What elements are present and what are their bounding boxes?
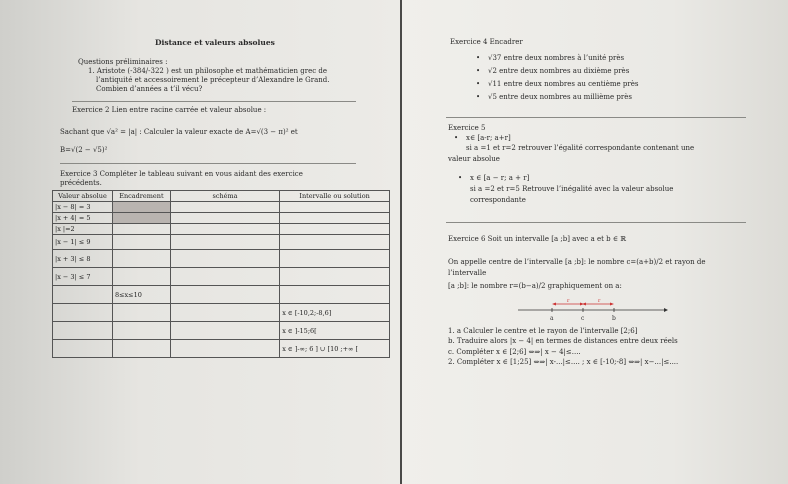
cell-schema [170,322,279,340]
radius-arrowhead-right [610,303,614,306]
cell-valeur [53,340,113,358]
cell-encadrement [112,224,170,235]
ex2-line-2: B=√(2 − √5)² [60,146,108,154]
cell-valeur: |x + 3| ≤ 8 [53,250,113,268]
cell-intervalle: x ∈ ]-15;6[ [280,322,390,340]
cell-valeur [53,304,113,322]
cell-valeur: |x − 1| ≤ 9 [53,235,113,250]
cell-schema [170,235,279,250]
table-row [53,213,390,224]
table-row [53,286,390,304]
prelim-heading: Questions préliminaires : [78,58,168,66]
ex4-heading: Exercice 4 Encadrer [450,38,523,46]
cell-intervalle: x ∈ ]-∞; 6 ] ∪ [10 ;+∞ [ [280,340,390,358]
cell-encadrement [112,322,170,340]
cell-valeur: |x |=2 [53,224,113,235]
cell-intervalle [280,286,390,304]
label-c: c [581,315,585,322]
cell-intervalle [280,268,390,286]
ex6-question-1c: c. Compléter x ∈ [2;6] ⇔⇒| x − 4|≤.... [448,348,581,356]
ex5-item-1: • x∈ [a-r; a+r] [466,134,511,143]
cell-encadrement [112,235,170,250]
divider [60,163,356,164]
cell-schema [170,340,279,358]
ex2-line-1: Sachant que √a² = |a| : Calculer la valeur exacte de A=√(3 − π)² et [60,128,298,136]
ex5-item-2-text-cont: correspondante [470,196,526,204]
ex5-item-1-text: si a =1 et r=2 retrouver l’égalité correspondante contenant une [466,144,695,152]
table-row [53,340,390,358]
label-r-left: r [567,298,570,304]
table-row [53,202,390,213]
col-header-schema: schéma [170,191,279,202]
cell-encadrement [112,213,170,224]
cell-intervalle [280,213,390,224]
table-row [53,250,390,268]
ex5-item-1-text-cont: valeur absolue [448,155,500,163]
ex4-item-3: • √11 entre deux nombres au centième près [488,80,638,89]
divider [72,101,356,102]
ex3-table [52,190,390,358]
ex6-definition-2: l’intervalle [448,269,487,277]
table-row [53,304,390,322]
cell-valeur: |x − 8| = 3 [53,202,113,213]
ex6-question-2: 2. Compléter x ∈ [1;25] ⇔⇒| x-...|≤.... ; x ∈ [-10;-8] ⇔⇒| x−...|≤.... [448,358,679,366]
cell-schema [170,202,279,213]
ex2-heading: Exercice 2 Lien entre racine carrée et valeur absolue : [72,106,267,114]
divider [446,222,746,223]
cell-intervalle [280,224,390,235]
ex3-heading-cont: précédents. [60,179,102,187]
cell-schema [170,224,279,235]
cell-encadrement [112,304,170,322]
divider [446,117,746,118]
ex6-heading: Exercice 6 Soit un intervalle [a ;b] avec a et b ∈ ℝ [448,235,627,243]
cell-intervalle [280,235,390,250]
ex6-question-1a: 1. a Calculer le centre et le rayon de l’intervalle [2;6] [448,327,638,335]
col-header-valeur: Valeur absolue [53,191,113,202]
ex5-item-2: • x ∈ [a − r; a + r] [470,174,529,183]
cell-valeur [53,322,113,340]
table-row [53,322,390,340]
ex4-item-1: • √37 entre deux nombres à l’unité près [488,54,624,63]
ex6-definition-3: [a ;b]: le nombre r=(b−a)/2 graphiquement on a: [448,282,622,290]
number-line-arrowhead [664,308,668,312]
ex5-item-2-text: si a =2 et r=5 Retrouve l’inégalité avec la valeur absolue [470,185,674,193]
label-r-right: r [598,298,601,304]
ex6-question-1b: b. Traduire alors |x − 4| en termes de distances entre deux réels [448,337,678,345]
cell-encadrement [112,202,170,213]
cell-valeur [53,286,113,304]
label-b: b [612,315,616,322]
cell-encadrement [112,340,170,358]
document-title: Distance et valeurs absolues [155,38,275,47]
ex5-heading: Exercice 5 [448,124,486,132]
ex4-item-4: • √5 entre deux nombres au millième près [488,93,632,102]
cell-schema [170,268,279,286]
cell-schema [170,250,279,268]
cell-intervalle [280,202,390,213]
table-row [53,268,390,286]
cell-schema [170,213,279,224]
ex3-heading: Exercice 3 Compléter le tableau suivant en vous aidant des exercice [60,170,303,178]
cell-intervalle [280,250,390,268]
number-line-diagram [518,298,668,324]
col-header-encadrement: Encadrement [112,191,170,202]
ex4-item-2: • √2 entre deux nombres au dixième près [488,67,629,76]
prelim-line-1: 1. Aristote (-384/-322 ) est un philosophe et mathématicien grec de [88,67,328,75]
cell-schema [170,304,279,322]
right-page [402,0,788,484]
label-a: a [550,315,554,322]
table-row [53,235,390,250]
radius-arrowhead-left [552,303,556,306]
prelim-line-2: l’antiquité et accessoirement le précepteur d’Alexandre le Grand. [96,76,330,84]
cell-schema [170,286,279,304]
cell-encadrement: 8≤x≤10 [112,286,170,304]
prelim-line-3: Combien d’années a t’il vécu? [96,85,203,93]
col-header-intervalle: Intervalle ou solution [280,191,390,202]
cell-encadrement [112,250,170,268]
cell-encadrement [112,268,170,286]
cell-valeur: |x − 3| ≤ 7 [53,268,113,286]
radius-arrowhead-right-start [582,303,586,306]
table-row [53,224,390,235]
cell-valeur: |x + 4| = 5 [53,213,113,224]
cell-intervalle: x ∈ [-10,2;-8,6] [280,304,390,322]
ex6-definition-1: On appelle centre de l’intervalle [a ;b]: le nombre c=(a+b)/2 et rayon de [448,258,706,266]
